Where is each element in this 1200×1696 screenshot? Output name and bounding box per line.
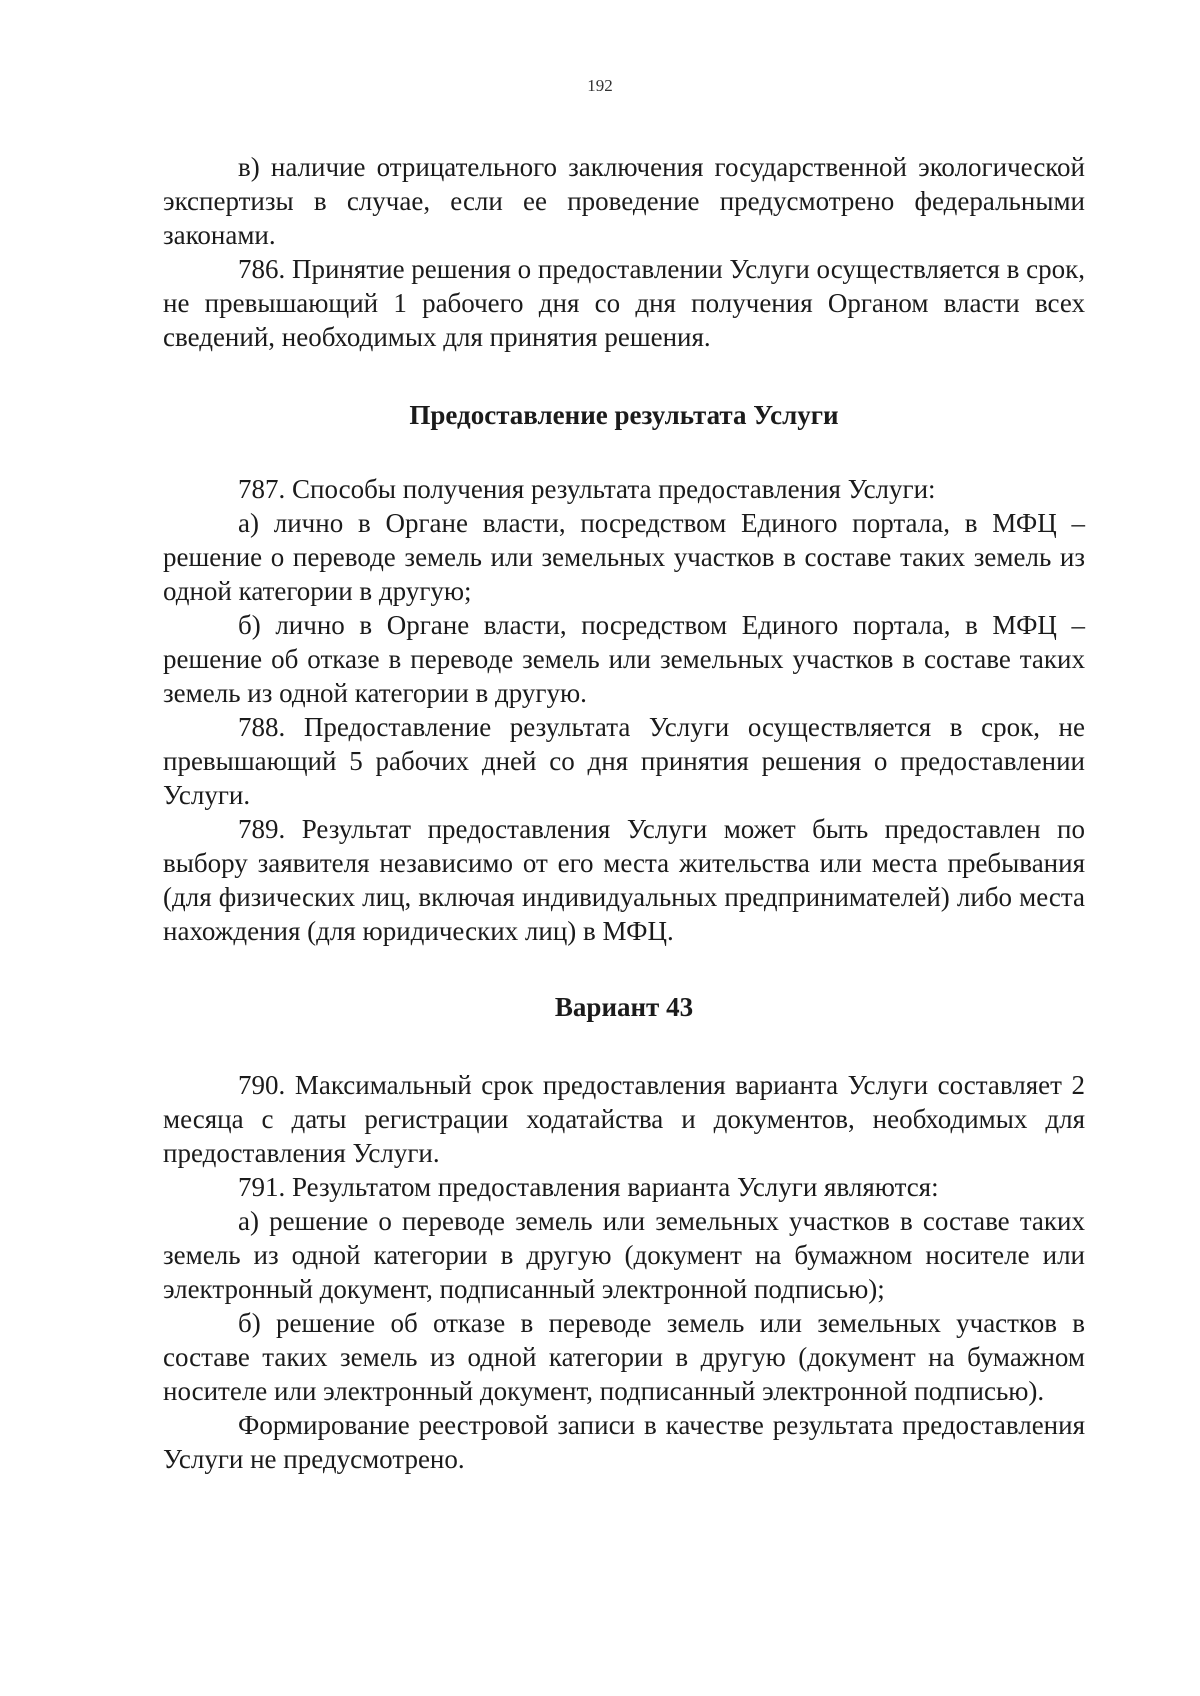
paragraph-791: 791. Результатом предоставления варианта Услуги являются: — [238, 1172, 939, 1202]
section-heading-result: Предоставление результата Услуги — [409, 400, 839, 430]
page-number: 192 — [587, 76, 613, 95]
paragraph-registry-note: Формирование реестровой записи в качестве результата предоставления Услуги не предусмотрено. — [163, 1410, 1085, 1474]
paragraph-786: 786. Принятие решения о предоставлении Услуги осуществляется в срок, не превышающий 1 рабочего дня со дня получения Органом власти всех сведений, необходимых для принятия решения. — [163, 254, 1085, 352]
paragraph-791-b: б) решение об отказе в переводе земель или земельных участков в составе таких земель из одной категории в другую (документ на бумажном носителе или электронный документ, подписанный электронной подписью). — [163, 1308, 1085, 1406]
paragraph-787-a: а) лично в Органе власти, посредством Единого портала, в МФЦ – решение о переводе земель или земельных участков в составе таких земель из одной категории в другую; — [163, 508, 1085, 606]
paragraph-item-v: в) наличие отрицательного заключения государственной экологической экспертизы в случае, если ее проведение предусмотрено федеральными законами. — [163, 152, 1085, 250]
section-heading-variant-43: Вариант 43 — [554, 992, 694, 1022]
paragraph-787-b: б) лично в Органе власти, посредством Единого портала, в МФЦ – решение об отказе в переводе земель или земельных участков в составе таких земель из одной категории в другую. — [163, 610, 1085, 708]
paragraph-787: 787. Способы получения результата предоставления Услуги: — [238, 474, 936, 504]
paragraph-791-a: а) решение о переводе земель или земельных участков в составе таких земель из одной категории в другую (документ на бумажном носителе или электронный документ, подписанный электронной подписью); — [163, 1206, 1085, 1304]
paragraph-790: 790. Максимальный срок предоставления варианта Услуги составляет 2 месяца с даты регистрации ходатайства и документов, необходимых для предоставления Услуги. — [163, 1070, 1085, 1168]
document-body — [163, 150, 1085, 1476]
paragraph-789: 789. Результат предоставления Услуги может быть предоставлен по выбору заявителя независимо от его места жительства или места пребывания (для физических лиц, включая индивидуальных предпринимателей) либо места нахождения (для юридических лиц) в МФЦ. — [163, 814, 1085, 946]
paragraph-788: 788. Предоставление результата Услуги осуществляется в срок, не превышающий 5 рабочих дней со дня принятия решения о предоставлении Услуги. — [163, 712, 1085, 810]
